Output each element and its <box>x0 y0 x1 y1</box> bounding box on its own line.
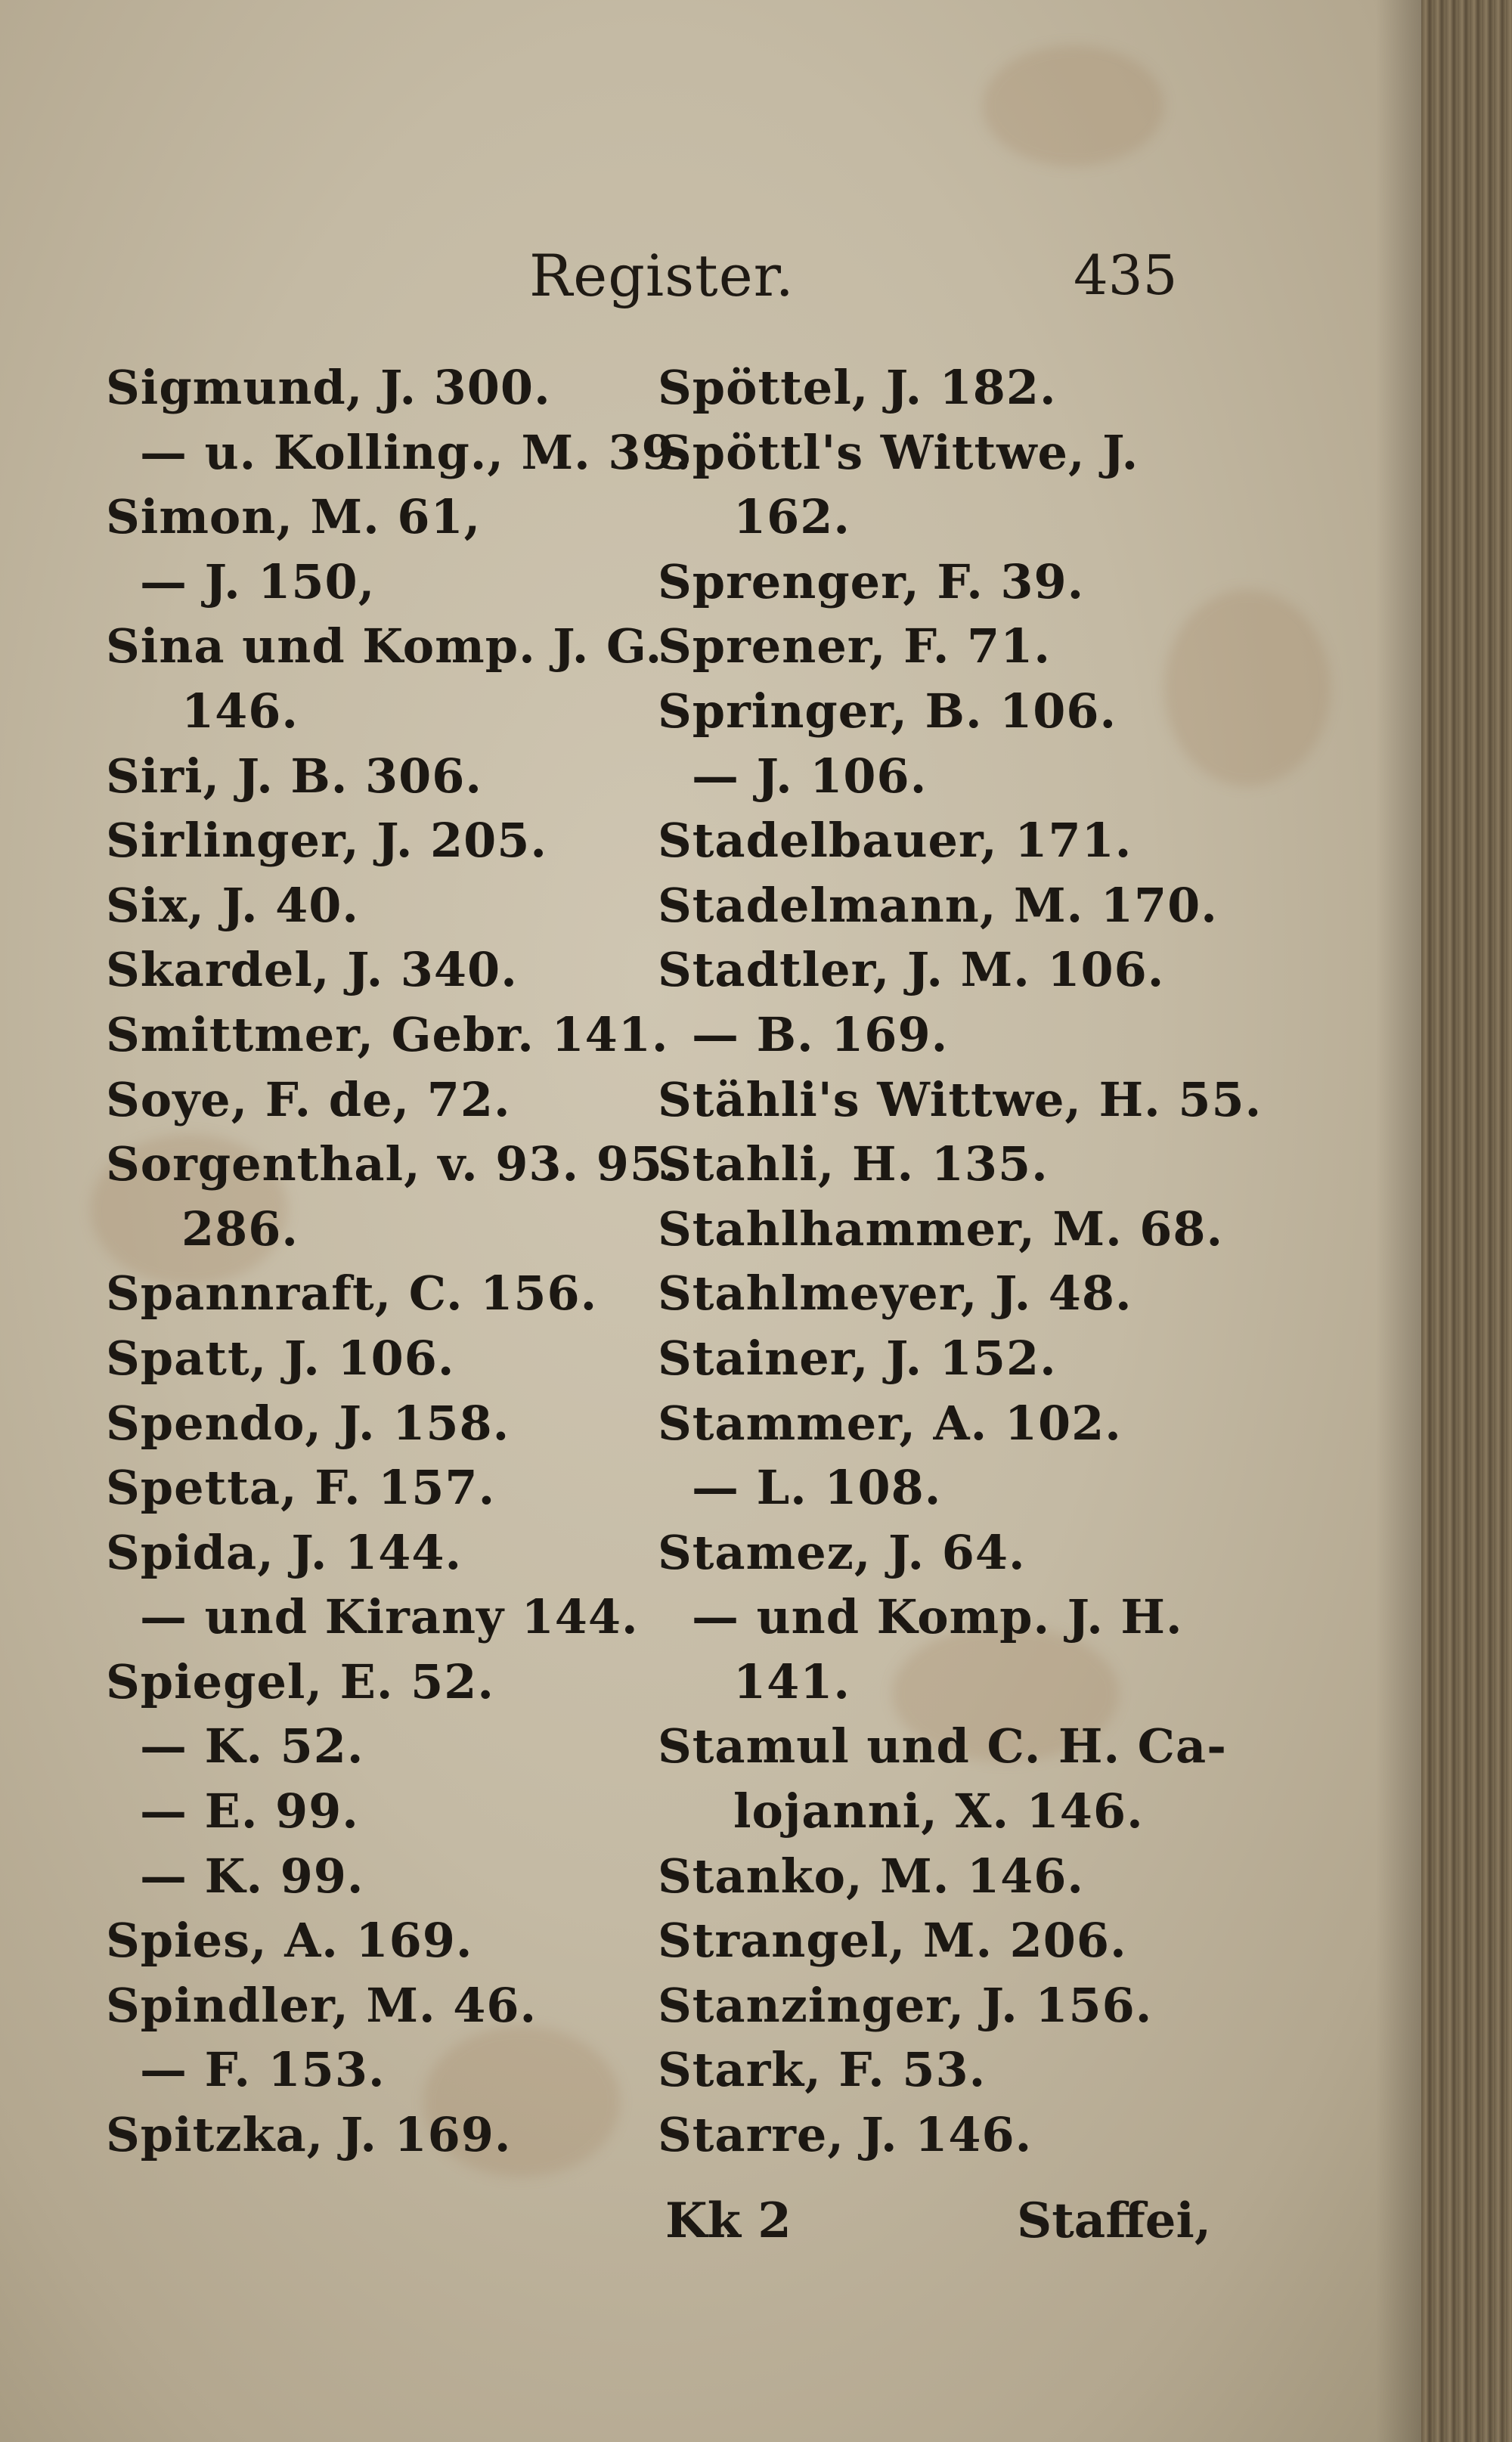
index-entry: Spies, A. 169. <box>106 1913 473 1969</box>
index-entry: Spida, J. 144. <box>106 1524 463 1580</box>
index-entry: — u. Kolling., M. 39. <box>140 424 692 480</box>
index-entry: — und Kirany 144. <box>140 1589 639 1645</box>
index-entry: Stahlmeyer, J. 48. <box>658 1266 1132 1322</box>
index-entry: Spannraft, C. 156. <box>106 1266 598 1322</box>
index-column-right <box>658 355 1263 2168</box>
index-entry: Skardel, J. 340. <box>106 942 518 998</box>
index-entry: Sirlinger, J. 205. <box>106 813 547 869</box>
index-entry: Springer, B. 106. <box>658 683 1117 739</box>
index-entry: Spitzka, J. 169. <box>106 2107 512 2163</box>
index-entry: 146. <box>181 683 299 739</box>
index-entry: — J. 106. <box>692 748 928 804</box>
index-entry: Stadtler, J. M. 106. <box>658 942 1165 998</box>
index-entry: Smittmer, Gebr. 141. <box>106 1006 669 1062</box>
index-entry: Spöttl's Wittwe, J. <box>658 424 1139 480</box>
index-entry: Spiegel, E. 52. <box>106 1653 494 1709</box>
index-entry: Sina und Komp. J. G. <box>106 618 663 674</box>
index-entry: Stahli, H. 135. <box>658 1136 1049 1192</box>
index-entry: Stamez, J. 64. <box>658 1524 1026 1580</box>
index-entry: Stammer, A. 102. <box>658 1395 1122 1451</box>
index-entry: Stadelmann, M. 170. <box>658 877 1218 933</box>
index-entry: Strangel, M. 206. <box>658 1913 1127 1969</box>
index-entry: Soye, F. de, 72. <box>106 1071 511 1127</box>
index-entry: Spöttel, J. 182. <box>658 360 1057 415</box>
page-number: 435 <box>1074 243 1178 307</box>
index-entry: Sprener, F. 71. <box>658 618 1051 674</box>
paper-stain <box>983 45 1164 166</box>
index-entry: Six, J. 40. <box>106 877 360 933</box>
index-entry: Stanko, M. 146. <box>658 1848 1084 1904</box>
index-entry: Sorgenthal, v. 93. 95. <box>106 1136 680 1192</box>
index-entry: — E. 99. <box>140 1783 359 1839</box>
index-entry: — K. 52. <box>140 1718 364 1774</box>
index-entry: — L. 108. <box>692 1460 942 1516</box>
index-entry: Stamul und C. H. Ca- <box>658 1718 1227 1774</box>
index-entry: — und Komp. J. H. <box>692 1589 1183 1645</box>
index-entry: — K. 99. <box>140 1848 364 1904</box>
index-entry: Stanzinger, J. 156. <box>658 1977 1153 2033</box>
index-entry: Spindler, M. 46. <box>106 1977 538 2033</box>
index-entry: Starre, J. 146. <box>658 2107 1033 2163</box>
index-entry: lojanni, X. 146. <box>733 1783 1144 1839</box>
index-entry: Spendo, J. 158. <box>106 1395 510 1451</box>
index-entry: Stark, F. 53. <box>658 2042 987 2098</box>
index-column-left <box>106 355 692 2168</box>
page-edges <box>1421 0 1512 2442</box>
index-entry: Siri, J. B. 306. <box>106 748 482 804</box>
index-entry: 141. <box>733 1653 851 1709</box>
index-entry: Stahlhammer, M. 68. <box>658 1201 1224 1257</box>
index-entry: Simon, M. 61, <box>106 489 482 545</box>
index-entry: Sprenger, F. 39. <box>658 553 1085 609</box>
index-entry: — J. 150, <box>140 553 376 609</box>
index-entry: 162. <box>733 489 851 545</box>
index-entry: Stähli's Wittwe, H. 55. <box>658 1071 1263 1127</box>
index-entry: Spetta, F. 157. <box>106 1460 496 1516</box>
index-entry: — F. 153. <box>140 2042 386 2098</box>
catchword: Staffei, <box>1017 2193 1212 2249</box>
index-entry: — B. 169. <box>692 1006 949 1062</box>
index-entry: Sigmund, J. 300. <box>106 360 551 415</box>
index-entry: 286. <box>181 1201 299 1257</box>
index-entry: Stadelbauer, 171. <box>658 813 1132 869</box>
signature-mark: Kk 2 <box>665 2193 792 2249</box>
index-entry: Spatt, J. 106. <box>106 1330 455 1386</box>
running-head: Register. <box>529 242 795 309</box>
index-entry: Stainer, J. 152. <box>658 1330 1057 1386</box>
